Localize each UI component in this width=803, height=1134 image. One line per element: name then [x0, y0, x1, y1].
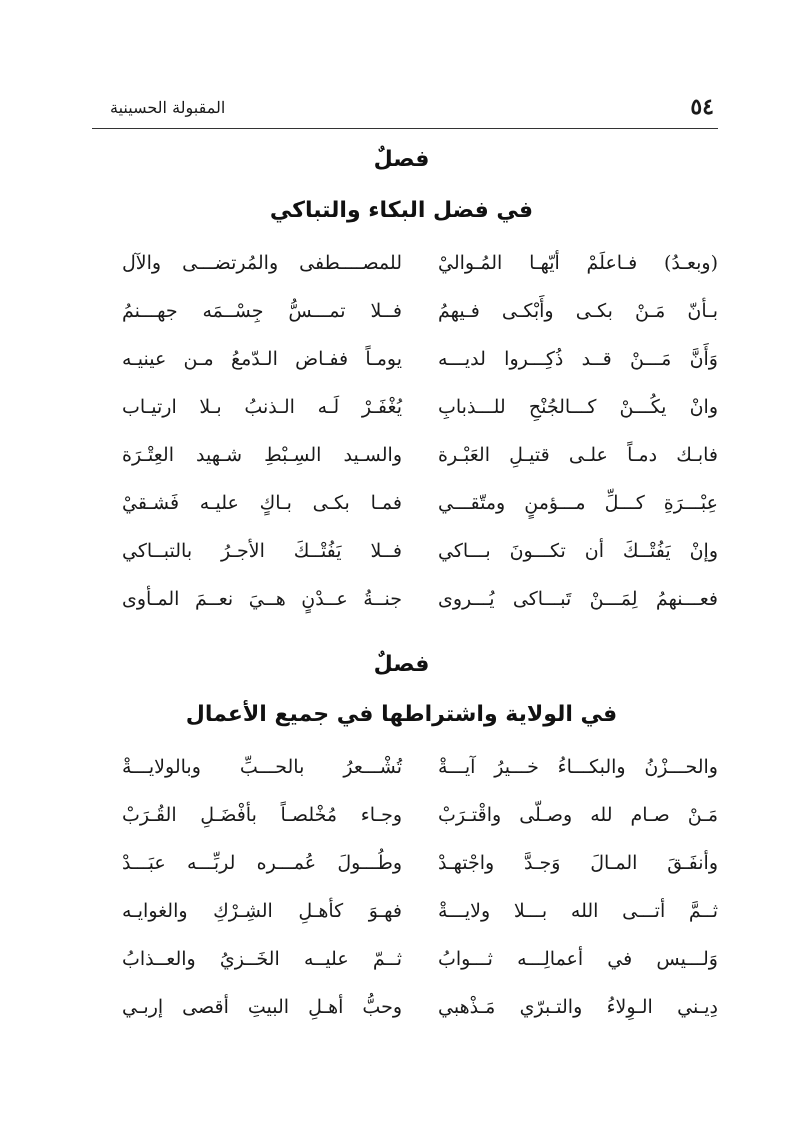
couplet	[92, 392, 718, 440]
poem-section-1	[92, 248, 718, 632]
first-hemistich: فعـــنهمُ لِمَـــنْ تَبـــاكى يُـــروى	[438, 588, 718, 610]
couplet	[92, 440, 718, 488]
section-1-subheading: في فضل البكاء والتباكي	[269, 198, 534, 223]
second-hemistich: يُغْفَـرْ لَـه الـذنبُ بـلا ارتيـاب	[122, 396, 402, 418]
couplet	[92, 944, 718, 992]
first-hemistich: دِيـني الـوِلاءُ والتـبرّي مَـذْهبي	[438, 996, 718, 1018]
first-hemistich: والحـــزْنُ والبكـــاءُ خـــيرُ آيـــةْ	[438, 756, 718, 778]
couplet	[92, 488, 718, 536]
first-hemistich: بـأنّ مَـنْ بكـى وأَبْكـى فـيهمُ	[438, 300, 718, 322]
section-1-heading: فصلٌ	[373, 147, 430, 172]
couplet	[92, 248, 718, 296]
first-hemistich: وَلـــيس في أعمالِـــه ثـــوابُ	[438, 948, 718, 970]
second-hemistich: جنــةُ عــدْنٍ هــيَ نعــمَ المـأوى	[122, 588, 402, 610]
section-2-heading: فصلٌ	[373, 652, 430, 677]
couplet	[92, 296, 718, 344]
second-hemistich: للمصــــطفى والمُرتضـــى والآل	[122, 252, 402, 274]
first-hemistich: (وبعـدُ) فـاعلَمْ أيّهـا المُـواليْ	[438, 252, 718, 274]
second-hemistich: فــلا يَفُتْــكَ الأجـرُ بالتبــاكي	[122, 540, 402, 562]
first-hemistich: وَأَنَّ مَـــنْ قــد ذُكِـــروا لديـــه	[438, 348, 718, 370]
section-2-subheading: في الولاية واشتراطها في جميع الأعمال	[185, 702, 618, 727]
first-hemistich: فابـك دمـاً علـى قتيـلِ العَبْـرة	[438, 444, 718, 466]
couplet	[92, 752, 718, 800]
couplet	[92, 992, 718, 1040]
second-hemistich: يومـاً ففـاض الـدّمعُ مـن عينيـه	[122, 348, 402, 370]
page-header	[92, 92, 718, 129]
first-hemistich: وانْ يكُـــنْ كـــالجُنْحِ للـــذبابِ	[438, 396, 718, 418]
first-hemistich: وإنْ يَفُتْــكَ أن تكـــونَ بـــاكي	[438, 540, 718, 562]
second-hemistich: فــلا تمـــسُّ جِسْــمَه جهـــنمُ	[122, 300, 402, 322]
couplet	[92, 536, 718, 584]
second-hemistich: ثــمّ عليــه الخَــزيُ والعــذابُ	[122, 948, 402, 970]
second-hemistich: فمـا بكـى بـاكٍ عليـه فَشـقيْ	[122, 492, 402, 514]
second-hemistich: فهـوَ كأهـلِ الشِـرْكِ والغوايـه	[122, 900, 402, 922]
couplet	[92, 896, 718, 944]
second-hemistich: وحبُّ أهـلِ البيتِ أقصى إربـي	[122, 996, 402, 1018]
first-hemistich: وأنفَـقَ المـالَ وَجـدَّ واجْتهـدْ	[438, 852, 718, 874]
first-hemistich: مَـنْ صـام لله وصـلّى واقْتـرَبْ	[438, 804, 718, 826]
first-hemistich: ثــمَّ أتـــى الله بـــلا ولايـــةْ	[438, 900, 718, 922]
couplet	[92, 848, 718, 896]
couplet	[92, 800, 718, 848]
couplet	[92, 584, 718, 632]
second-hemistich: وجـاء مُخْلصـاً بأفْضَـلِ القُـرَبْ	[122, 804, 402, 826]
first-hemistich: عِبْـــرَةِ كـــلِّ مـــؤمنٍ ومتّقـــي	[438, 492, 718, 514]
running-title: المقبولة الحسينية	[110, 98, 226, 117]
second-hemistich: والسـيد السِـبْطِ شـهيد العِتْـرَة	[122, 444, 402, 466]
page-number: ٥٤	[690, 94, 714, 120]
poem-section-2	[92, 752, 718, 1040]
couplet	[92, 344, 718, 392]
second-hemistich: وطُـــولَ عُمـــره لربِّـــه عبَـــدْ	[122, 852, 402, 874]
second-hemistich: تُشْـــعرُ بالحـــبِّ وبالولايـــةْ	[122, 756, 402, 778]
